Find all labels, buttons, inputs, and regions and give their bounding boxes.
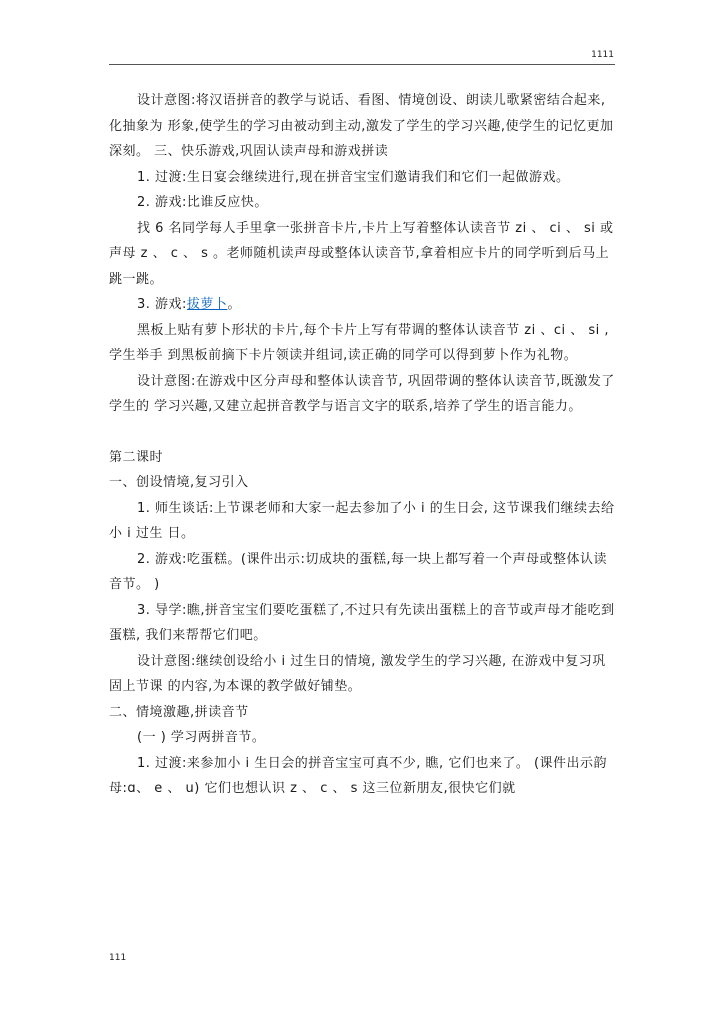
step-game-cake: 2. 游戏:吃蛋糕。(课件出示:切成块的蛋糕,每一块上都写着一个声母或整体认读音节。 ) (109, 551, 607, 592)
step-transition-2: 1. 过渡:来参加小 i 生日会的拼音宝宝可真不少, 瞧, 它们也来了。 (课件出示韵母:ɑ、 e 、 u) 它们也想认识 z 、 c 、 s 这三位新朋友,很快它们就 (109, 755, 608, 796)
game-description-2: 黑板上贴有萝卜形状的卡片,每个卡片上写有带调的整体认读音节 zi 、ci 、 si ,学生举手 到黑板前摘下卡片领读并组词,读正确的同学可以得到萝卜作为礼物。 (109, 322, 610, 363)
step-teacher-talk: 1. 师生谈话:上节课老师和大家一起去参加了小 i 的生日会, 这节课我们继续去给小 i 过生 日。 (109, 500, 615, 541)
spacer (109, 420, 615, 445)
page-header-number: 1111 (591, 50, 614, 60)
section-heading-second-lesson: 第二课时 (109, 449, 164, 465)
header-rule (109, 64, 615, 65)
section-heading-1: 一、创设情境,复习引入 (109, 475, 249, 490)
page-footer-number: 111 (109, 953, 127, 963)
document-body (109, 88, 615, 802)
design-intent-paragraph-1: 设计意图:将汉语拼音的教学与说话、看图、情境创设、朗读儿歌紧密结合起来,化抽象为 形象,使学生的学习由被动到主动,激发了学生的学习兴趣,使学生的记忆更加深刻。 三、快乐游戏,巩固认读声母和游戏拼读 (109, 93, 614, 159)
subsection-heading-1: (一 ) 学习两拼音节。 (137, 730, 266, 745)
step-game-radish (109, 292, 615, 318)
game-description-1: 找 6 名同学每人手里拿一张拼音卡片,卡片上写着整体认读音节 zi 、 ci 、 si 或声母 z 、 c 、 s 。老师随机读声母或整体认读音节,拿着相应卡片的同学听到后马上跳一跳。 (109, 220, 614, 287)
step-game-reaction: 2. 游戏:比谁反应快。 (137, 195, 268, 210)
design-intent-paragraph-2: 设计意图:在游戏中区分声母和整体认读音节, 巩固带调的整体认读音节,既激发了学生的 学习兴趣,又建立起拼音教学与语言文字的联系,培养了学生的语言能力。 (109, 373, 615, 414)
design-intent-paragraph-3: 设计意图:继续创设给小 i 过生日的情境, 激发学生的学习兴趣, 在游戏中复习巩固上节课 的内容,为本课的教学做好铺垫。 (109, 653, 606, 694)
step-transition: 1. 过渡:生日宴会继续进行,现在拼音宝宝们邀请我们和它们一起做游戏。 (137, 169, 570, 185)
step-guide: 3. 导学:瞧,拼音宝宝们要吃蛋糕了,不过只有先读出蛋糕上的音节或声母才能吃到蛋糕, 我们来帮帮它们吧。 (109, 602, 615, 643)
section-heading-2: 二、情境激趣,拼读音节 (109, 704, 249, 720)
step-game-radish-prefix: 3. 游戏: (137, 297, 187, 312)
step-game-radish-suffix: 。 (227, 297, 241, 312)
radish-game-link[interactable]: 拔萝卜 (186, 297, 228, 312)
